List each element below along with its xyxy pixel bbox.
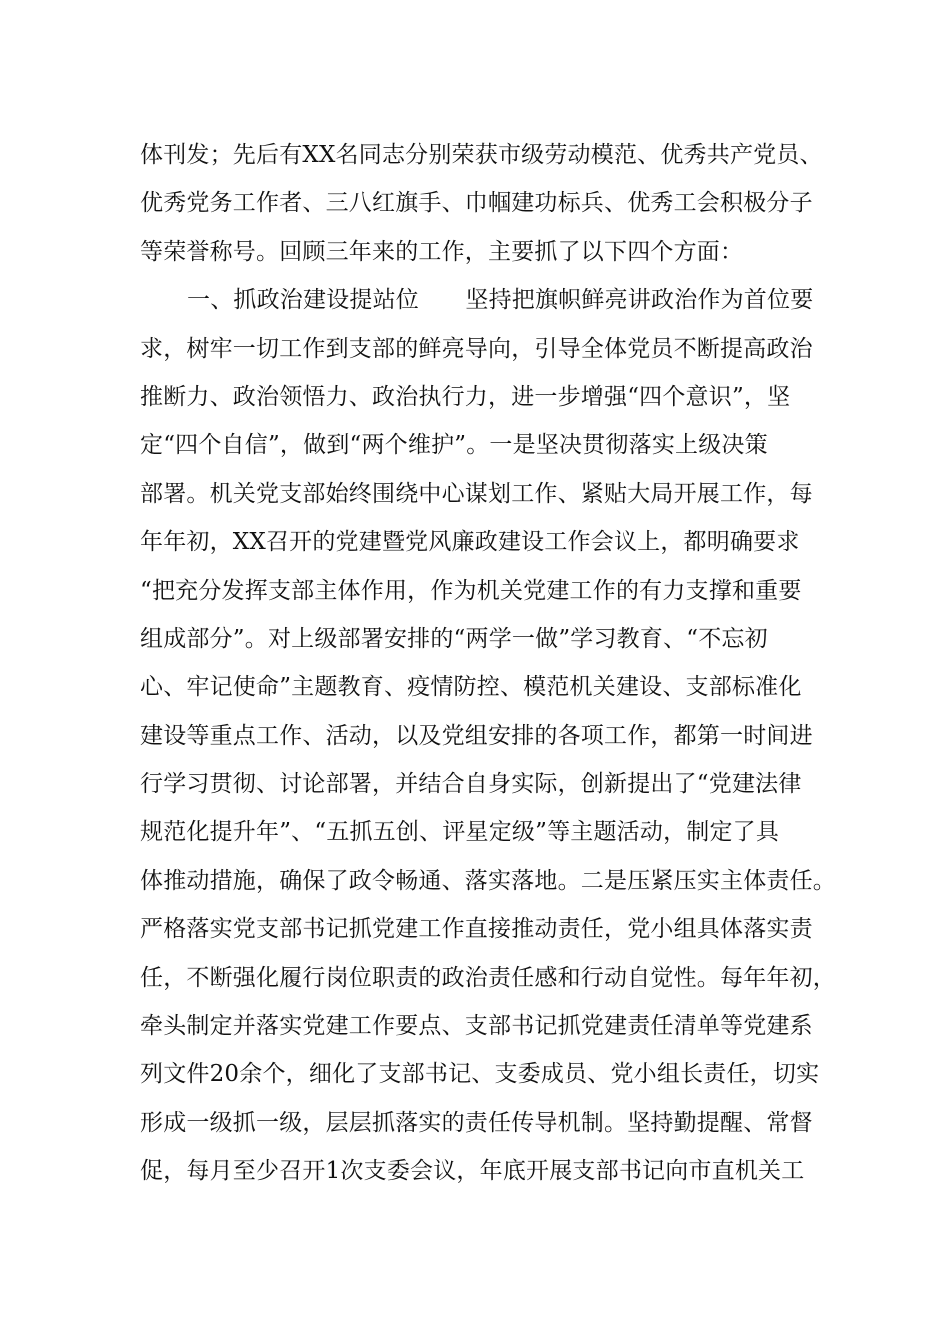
text-line: 形成一级抓一级，层层抓落实的责任传导机制。坚持勤提醒、常督	[140, 1109, 813, 1136]
text-line: 求，树牢一切工作到支部的鲜亮导向，引导全体党员不断提高政治	[140, 335, 813, 362]
text-line: 任，不断强化履行岗位职责的政治责任感和行动自觉性。每年年初，	[140, 964, 836, 991]
text-line: 严格落实党支部书记抓党建工作直接推动责任，党小组具体落实责	[140, 916, 813, 943]
text-line: 定“四个自信”，做到“两个维护”。一是坚决贯彻落实上级决策	[140, 432, 768, 459]
text-line: 牵头制定并落实党建工作要点、支部书记抓党建责任清单等党建系	[140, 1013, 813, 1040]
section-heading-line: 一、抓政治建设提站位 坚持把旗帜鲜亮讲政治作为首位要	[187, 287, 814, 314]
body-text	[140, 131, 836, 1196]
text-line: 推断力、政治领悟力、政治执行力，进一步增强“四个意识”，坚	[140, 383, 791, 410]
text-line: 体推动措施，确保了政令畅通、落实落地。二是压紧压实主体责任。	[140, 867, 836, 894]
text-line: 年年初，XX召开的党建暨党风廉政建设工作会议上，都明确要求	[140, 529, 800, 556]
text-line: 优秀党务工作者、三八红旗手、巾帼建功标兵、优秀工会积极分子	[140, 190, 813, 217]
text-line: 建设等重点工作、活动，以及党组安排的各项工作，都第一时间进	[140, 722, 813, 749]
text-line: 等荣誉称号。回顾三年来的工作，主要抓了以下四个方面：	[140, 238, 744, 265]
text-line: 心、牢记使命”主题教育、疫情防控、模范机关建设、支部标准化	[140, 674, 802, 701]
text-line: 列文件20余个，细化了支部书记、支委成员、党小组长责任，切实	[140, 1061, 820, 1088]
text-line: “把充分发挥支部主体作用，作为机关党建工作的有力支撑和重要	[140, 577, 802, 604]
text-line: 组成部分”。对上级部署安排的“两学一做”学习教育、“不忘初	[140, 625, 768, 652]
text-line: 促，每月至少召开1次支委会议，年底开展支部书记向市直机关工	[140, 1158, 805, 1185]
text-line: 体刊发；先后有XX名同志分别荣获市级劳动模范、优秀共产党员、	[140, 142, 823, 168]
text-line: 规范化提升年”、“五抓五创、评星定级”等主题活动，制定了具	[140, 819, 780, 846]
text-line: 部署。机关党支部始终围绕中心谋划工作、紧贴大局开展工作，每	[140, 480, 813, 507]
text-line: 行学习贯彻、讨论部署，并结合自身实际，创新提出了“党建法律	[140, 771, 802, 798]
